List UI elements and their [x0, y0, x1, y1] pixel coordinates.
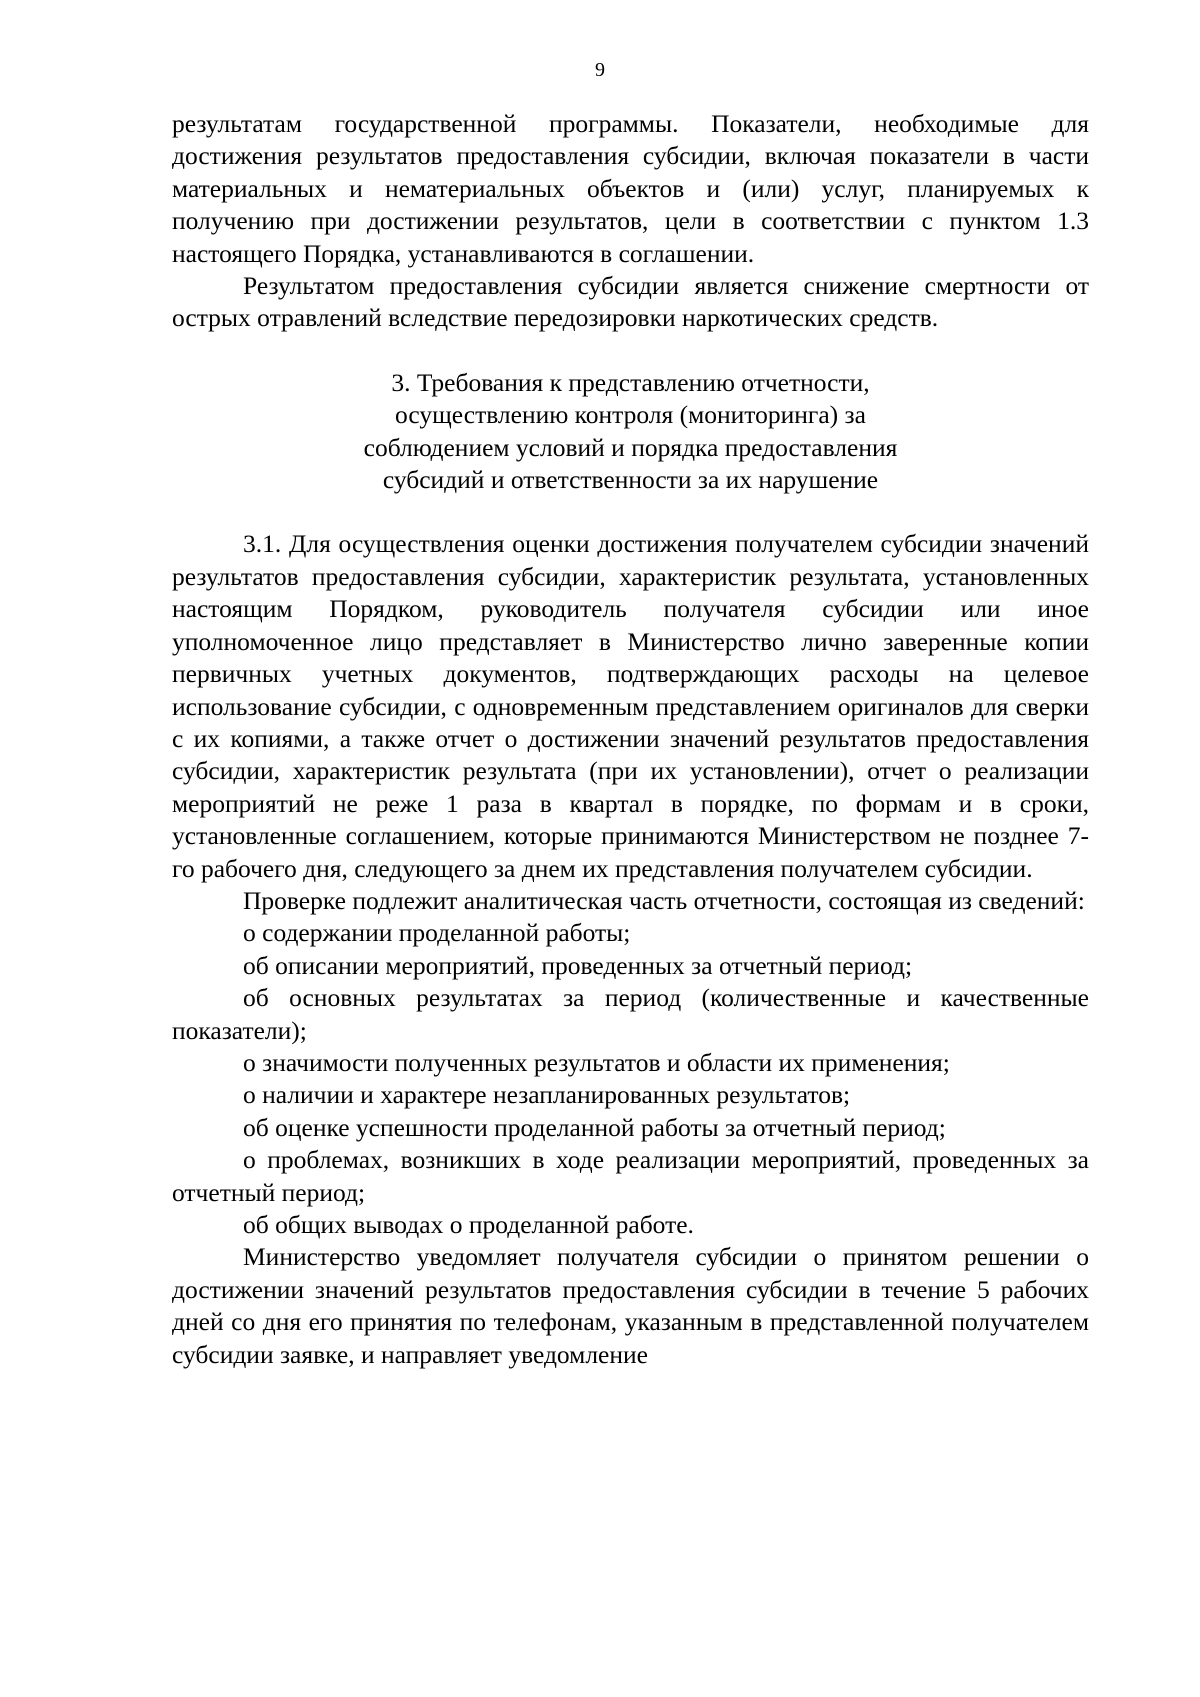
list-item: об описании мероприятий, проведенных за отчетный период; — [243, 950, 913, 980]
list-item: о содержании проделанной работы; — [243, 918, 631, 948]
list-item: об основных результатах за период (количественные и качественные показатели); — [172, 983, 1089, 1045]
list-item: об общих выводах о проделанной работе. — [243, 1210, 694, 1239]
section-heading-line: соблюдением условий и порядка предоставления — [363, 432, 898, 462]
paragraph-continuation: результатам государственной программы. Показатели, необходимые для достижения результатов предоставления субсидии, включая показатели в части материальных и нематериальных объектов и (или) услуг, планируемых к получению при достижении результатов, цели в соответствии с пунктом 1.3 настоящего Порядка, устанавливаются в соглашении. — [172, 109, 1089, 268]
section-heading-line: 3. Требования к представлению отчетности, — [391, 367, 870, 397]
section-heading-line: субсидий и ответственности за их нарушение — [382, 465, 879, 495]
list-item: об оценке успешности проделанной работы за отчетный период; — [243, 1112, 946, 1142]
list-item: о значимости полученных результатов и области их применения; — [243, 1047, 950, 1077]
section-heading — [172, 367, 1089, 497]
list-item: о проблемах, возникших в ходе реализации мероприятий, проведенных за отчетный период; — [172, 1145, 1089, 1207]
document-body — [172, 108, 1089, 1371]
list-item: о наличии и характере незапланированных результатов; — [243, 1080, 851, 1110]
paragraph-result: Результатом предоставления субсидии является снижение смертности от острых отравлений вследствие передозировки наркотических средств. — [172, 271, 1089, 333]
paragraph-verification: Проверке подлежит аналитическая часть отчетности, состоящая из сведений: — [243, 885, 1085, 915]
paragraph-3-1: 3.1. Для осуществления оценки достижения получателем субсидии значений результатов предоставления субсидии, характеристик результата, установленных настоящим Порядком, руководитель получателя субсидии или иное уполномоченное лицо представляет в Министерство лично заверенные копии первичных учетных документов, подтверждающих расходы на целевое использование субсидии, с одновременным представлением оригиналов для сверки с их копиями, а также отчет о достижении значений результатов предоставления субсидии, характеристик результата (при их установлении), отчет о реализации мероприятий не реже 1 раза в квартал в порядке, по формам и в сроки, установленные соглашением, которые принимаются Министерством не позднее 7-го рабочего дня, следующего за днем их представления получателем субсидии. — [172, 529, 1089, 883]
page-number: 9 — [595, 59, 605, 81]
paragraph-notification: Министерство уведомляет получателя субсидии о принятом решении о достижении значений результатов предоставления субсидии в течение 5 рабочих дней со дня его принятия по телефонам, указанным в представленной получателем субсидии заявке, и направляет уведомление — [172, 1242, 1089, 1369]
section-heading-line: осуществлению контроля (мониторинга) за — [395, 400, 866, 430]
